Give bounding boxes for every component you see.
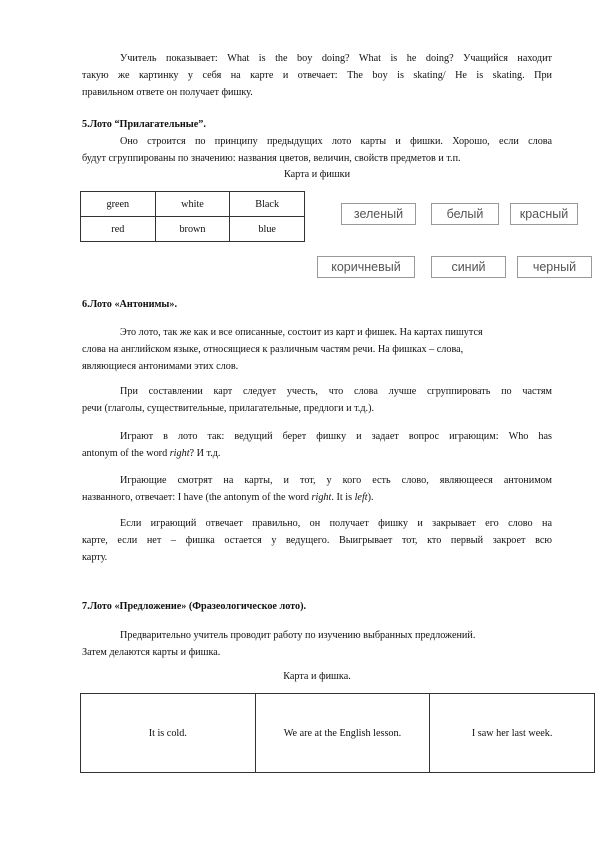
card-cell: Black	[230, 192, 305, 217]
paragraph-line: Затем делаются карты и фишка.	[82, 647, 221, 658]
text-run: antonym of the word	[82, 448, 170, 459]
paragraph-line	[82, 445, 552, 462]
card-cell: green	[81, 192, 156, 217]
text-run: . It is	[331, 492, 355, 503]
paragraph-line	[82, 489, 552, 506]
chip-black: черный	[517, 256, 592, 278]
card-cell: blue	[230, 217, 305, 242]
chip-blue: синий	[431, 256, 506, 278]
section-7-caption: Карта и фишка.	[283, 671, 351, 682]
section-5-title: 5.Лото “Прилагательные”.	[82, 119, 206, 130]
text-run: ? И т.д.	[189, 448, 221, 459]
card-cell: It is cold.	[81, 694, 256, 773]
paragraph-line: Если играющий отвечает правильно, он получает фишку и закрывает его слово на	[120, 518, 552, 529]
section-7-title: 7.Лото «Предложение» (Фразеологическое лото).	[82, 601, 307, 612]
card-cell: We are at the English lesson.	[255, 694, 430, 773]
paragraph-line: Это лото, так же как и все описанные, состоит из карт и фишек. На картах пишутся	[120, 327, 483, 338]
section-6-paragraph-3	[82, 428, 552, 462]
italic-word: left	[354, 492, 368, 503]
paragraph-line: являющиеся антонимами этих слов.	[82, 361, 239, 372]
card-cell: white	[155, 192, 230, 217]
chip-brown: коричневый	[317, 256, 415, 278]
chip-white: белый	[431, 203, 499, 225]
section-6-paragraph-4	[82, 472, 552, 506]
card-cell: I saw her last week.	[430, 694, 595, 773]
adjectives-card-table	[80, 191, 305, 242]
text-run: названного, отвечает: I have (the antonym of the word	[82, 492, 312, 503]
italic-word: right	[169, 448, 190, 459]
intro-line-2: такую же картинку у себя на карте и отвечает: The boy is skating/ He is skating. При	[82, 70, 552, 81]
section-6-title: 6.Лото «Антонимы».	[82, 299, 178, 310]
chip-green: зеленый	[341, 203, 416, 225]
sentences-card-table	[80, 693, 595, 773]
intro-paragraph	[82, 50, 552, 101]
section-7-paragraph	[82, 627, 552, 661]
card-cell: red	[81, 217, 156, 242]
card-cell: brown	[155, 217, 230, 242]
paragraph-line: карте, если нет – фишка остается у ведущего. Выигрывает тот, кто первый закроет всю	[82, 535, 552, 546]
section-5-line-1: Оно строится по принципу предыдущих лото карты и фишки. Хорошо, если слова	[120, 136, 552, 147]
paragraph-line: карту.	[82, 552, 108, 563]
paragraph-line: Предварительно учитель проводит работу по изучению выбранных предложений.	[120, 630, 476, 641]
section-5-paragraph	[82, 133, 552, 167]
paragraph-line: При составлении карт следует учесть, что слова лучше сгруппировать по частям	[120, 386, 552, 397]
italic-word: right	[311, 492, 332, 503]
paragraph-line: слова на английском языке, относящиеся к различным частям речи. На фишках – слова,	[82, 344, 464, 355]
section-5-line-2: будут сгруппированы по значению: названия цветов, величин, свойств предметов и т.п.	[82, 153, 461, 164]
intro-line-3: правильном ответе он получает фишку.	[82, 87, 253, 98]
section-5-caption: Карта и фишки	[283, 169, 351, 180]
paragraph-line: Играют в лото так: ведущий берет фишку и задает вопрос играющим: Who has	[120, 431, 552, 442]
chip-red: красный	[510, 203, 578, 225]
paragraph-line: речи (глаголы, существительные, прилагательные, предлоги и т.д.).	[82, 403, 375, 414]
text-run: ).	[367, 492, 374, 503]
section-6-paragraph-2	[82, 383, 552, 417]
intro-line-1: Учитель показывает: What is the boy doing? What is he doing? Учащийся находит	[120, 53, 552, 64]
section-6-paragraph-5	[82, 515, 552, 566]
section-6-paragraph-1	[82, 324, 552, 375]
paragraph-line: Играющие смотрят на карты, и тот, у кого есть слово, являющееся антонимом	[120, 475, 552, 486]
